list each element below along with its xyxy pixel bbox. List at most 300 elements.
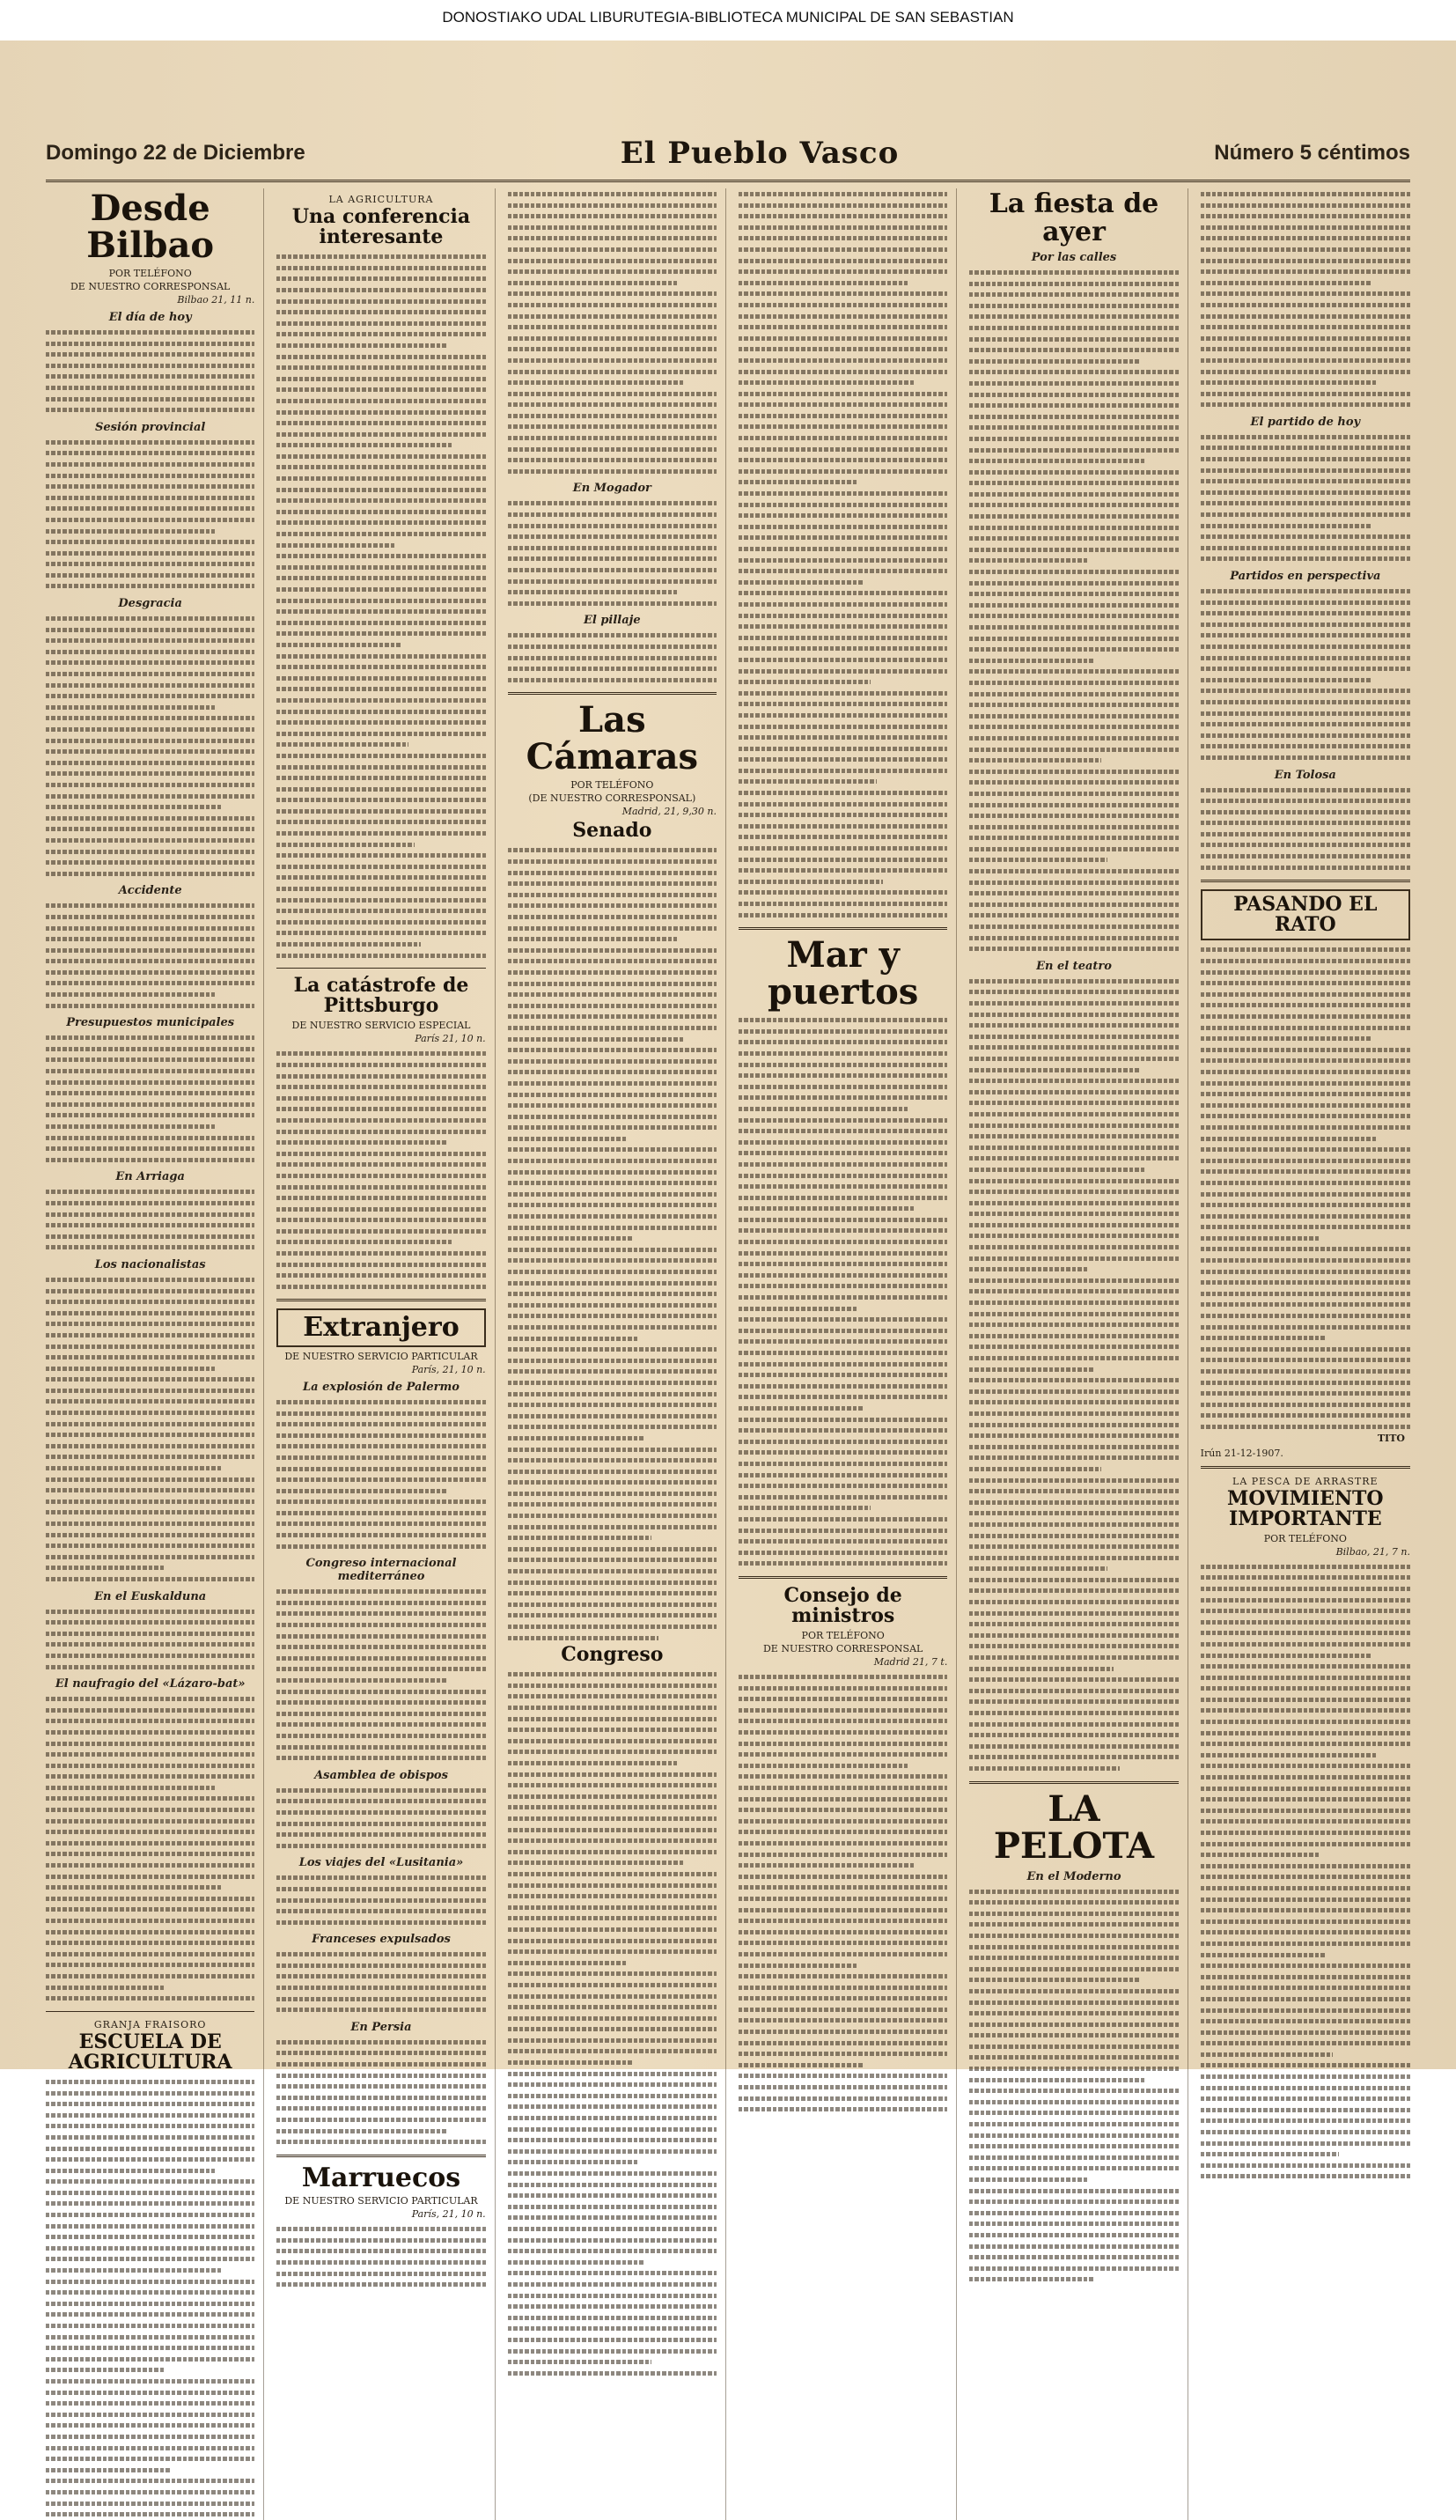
text-line — [508, 2146, 717, 2157]
text-line — [1201, 851, 1410, 862]
text-line — [969, 1330, 1178, 1342]
headline-conferencia: Una conferencia interesante — [291, 205, 471, 249]
text-line — [1201, 1055, 1410, 1066]
text-line — [46, 2221, 254, 2232]
text-line — [969, 522, 1178, 534]
text-line — [1201, 1661, 1410, 1672]
text-line — [739, 1070, 947, 1081]
text-line — [969, 600, 1178, 611]
text-line — [46, 1893, 254, 1905]
text-line — [46, 1441, 254, 1452]
text-line — [46, 514, 254, 526]
text-line — [46, 2231, 254, 2243]
divider — [739, 927, 947, 930]
text-line — [1201, 1883, 1410, 1894]
text-line — [739, 754, 947, 765]
text-line — [739, 1971, 947, 1982]
text-line — [969, 810, 1178, 822]
text-line — [1201, 1627, 1410, 1639]
text-line — [46, 1363, 215, 1374]
text-line — [276, 2047, 485, 2059]
byline: POR TELÉFONO — [1263, 1532, 1347, 1544]
text-line — [1201, 795, 1410, 807]
text-line — [1201, 2115, 1410, 2126]
text-line — [276, 1818, 485, 1830]
text-line — [1201, 377, 1377, 388]
text-line — [1201, 829, 1410, 840]
text-line — [739, 809, 947, 821]
text-line — [969, 1175, 1178, 1187]
byline: DE NUESTRO CORRESPONSAL — [70, 281, 231, 292]
text-line — [739, 188, 947, 200]
text-line — [1201, 1849, 1320, 1861]
text-line — [46, 1231, 254, 1242]
text-line — [739, 599, 947, 610]
signature: TITO — [1377, 1432, 1405, 1444]
text-line — [276, 1641, 485, 1653]
text-line — [969, 1075, 1178, 1087]
dateline: París 21, 10 n. — [415, 1033, 486, 1045]
text-line — [739, 1536, 947, 1547]
section-head: En el teatro — [1036, 959, 1112, 973]
text-line — [46, 657, 254, 668]
text-line — [1201, 1155, 1410, 1167]
text-line — [46, 447, 254, 459]
dateline: París, 21, 10 n. — [411, 1363, 486, 1375]
text-line — [739, 610, 947, 622]
text-line — [46, 2098, 254, 2110]
text-line — [739, 1960, 857, 1971]
text-line — [508, 1133, 627, 1145]
text-line — [508, 1333, 640, 1345]
text-line — [46, 1000, 254, 1012]
text-line — [508, 255, 717, 267]
text-line — [508, 2035, 717, 2046]
text-line — [46, 1451, 254, 1463]
article-body — [276, 1586, 485, 1764]
text-line — [969, 1585, 1178, 1596]
text-line — [1201, 2059, 1410, 2071]
text-line — [46, 580, 254, 592]
text-line — [508, 1399, 717, 1411]
text-line — [969, 1552, 1178, 1564]
text-line — [276, 540, 395, 551]
text-line — [46, 757, 254, 769]
text-line — [739, 2059, 864, 2071]
column-3 — [508, 188, 726, 2520]
text-line — [1201, 1011, 1410, 1022]
text-line — [276, 872, 485, 883]
text-line — [739, 577, 864, 588]
text-line — [969, 2263, 1178, 2274]
text-line — [276, 584, 485, 595]
text-line — [739, 1547, 947, 1558]
text-line — [969, 1663, 1114, 1675]
text-line — [969, 1197, 1178, 1209]
text-line — [969, 888, 1178, 899]
text-line — [969, 2107, 1178, 2118]
text-line — [739, 1893, 947, 1905]
text-line — [1201, 718, 1410, 730]
text-line — [1201, 839, 1410, 851]
text-line — [739, 200, 947, 211]
text-line — [1201, 321, 1410, 333]
text-line — [1201, 1772, 1410, 1783]
text-line — [969, 1707, 1178, 1719]
article-body — [276, 1396, 485, 1551]
text-line — [1201, 1221, 1410, 1233]
text-line — [739, 555, 947, 566]
text-line — [1201, 1421, 1410, 1433]
text-line — [46, 2209, 254, 2221]
text-line — [508, 399, 717, 410]
text-line — [1201, 1088, 1410, 1100]
text-line — [508, 200, 717, 211]
text-line — [508, 2101, 717, 2112]
byline: DE NUESTRO SERVICIO PARTICULAR — [284, 2195, 478, 2207]
text-line — [508, 2212, 717, 2223]
dateline: Bilbao 21, 11 n. — [177, 294, 255, 306]
text-line — [739, 1525, 947, 1536]
text-line — [739, 288, 947, 299]
text-line — [1201, 2037, 1410, 2049]
text-line — [1201, 999, 1410, 1011]
text-line — [508, 2190, 717, 2201]
text-line — [276, 1103, 485, 1115]
text-line — [276, 939, 421, 950]
text-line — [508, 2201, 717, 2213]
article-body — [508, 1669, 717, 2378]
text-line — [508, 1155, 717, 1167]
text-line — [1201, 1916, 1410, 1927]
article-body — [276, 251, 485, 961]
section-head: Sesión provincial — [94, 420, 206, 434]
text-line — [739, 1292, 947, 1303]
text-line — [1201, 1971, 1410, 1983]
text-line — [276, 1597, 485, 1609]
text-line — [739, 643, 947, 654]
text-line — [46, 2276, 254, 2288]
text-line — [276, 1872, 485, 1883]
text-line — [276, 1081, 485, 1093]
text-line — [1201, 1595, 1410, 1606]
text-line — [276, 1226, 485, 1237]
text-line — [508, 2267, 717, 2279]
section-head: En Arriaga — [115, 1170, 185, 1184]
text-line — [969, 2096, 1178, 2108]
text-line — [508, 1813, 717, 1824]
text-line — [739, 2082, 947, 2093]
text-line — [1201, 222, 1410, 233]
text-line — [508, 1824, 717, 1836]
text-line — [508, 1444, 717, 1455]
article-body — [46, 900, 254, 1011]
text-line — [46, 1993, 254, 2004]
text-line — [46, 735, 254, 747]
text-line — [739, 1480, 947, 1492]
text-line — [739, 1381, 947, 1392]
text-line — [276, 1507, 485, 1519]
text-line — [1201, 1650, 1371, 1662]
text-line — [1201, 1716, 1410, 1728]
text-line — [1201, 1310, 1410, 1322]
text-line — [46, 2398, 254, 2409]
divider — [739, 1576, 947, 1579]
text-line — [46, 1882, 221, 1893]
text-line — [276, 528, 485, 540]
section-head: En el Moderno — [1026, 1869, 1121, 1883]
text-line — [276, 1653, 485, 1664]
text-line — [739, 1693, 947, 1705]
text-line — [508, 1144, 717, 1155]
text-line — [1201, 1344, 1410, 1355]
text-line — [508, 2312, 717, 2324]
text-line — [46, 1848, 254, 1860]
text-line — [508, 553, 717, 564]
text-line — [276, 806, 485, 817]
text-line — [508, 1890, 717, 1902]
text-line — [46, 2143, 254, 2155]
text-line — [969, 1319, 1178, 1330]
text-line — [46, 2376, 254, 2387]
text-line — [508, 967, 717, 978]
text-line — [1201, 1133, 1377, 1145]
text-line — [739, 676, 871, 688]
text-line — [276, 1829, 485, 1840]
text-line — [969, 1475, 1178, 1486]
section-head: Los nacionalistas — [94, 1257, 206, 1271]
divider — [1201, 1466, 1410, 1469]
text-line — [508, 1902, 717, 1913]
text-line — [508, 299, 717, 311]
text-line — [46, 668, 254, 680]
text-line — [46, 1154, 254, 1166]
text-line — [739, 244, 947, 255]
text-line — [276, 1960, 485, 1971]
text-line — [276, 318, 485, 329]
text-line — [46, 779, 254, 791]
text-line — [46, 1429, 254, 1441]
text-line — [739, 1115, 947, 1126]
text-line — [739, 432, 947, 444]
section-head: Por las calles — [1031, 251, 1117, 264]
text-line — [508, 1421, 717, 1433]
text-line — [508, 497, 717, 509]
text-line — [739, 266, 947, 277]
text-line — [739, 1760, 908, 1772]
text-line — [739, 1081, 947, 1093]
text-line — [508, 586, 677, 598]
text-line — [969, 445, 1178, 456]
text-line — [276, 1192, 485, 1204]
text-line — [969, 1618, 1178, 1630]
section-head: Desgracia — [118, 597, 182, 611]
text-line — [508, 1991, 717, 2002]
article-body — [969, 1886, 1178, 2285]
text-line — [969, 2207, 1178, 2219]
text-line — [46, 1043, 254, 1055]
text-line — [508, 1610, 717, 1621]
text-line — [46, 900, 254, 911]
text-line — [739, 1927, 947, 1938]
text-line — [969, 1530, 1178, 1542]
text-line — [1201, 1366, 1410, 1377]
text-line — [969, 986, 1178, 998]
text-line — [739, 1558, 947, 1569]
text-line — [739, 831, 947, 843]
headline-pittsburgo: La catástrofe de Pittsburgo — [293, 974, 469, 1018]
section-head: El naufragio del «Lázaro-bat» — [55, 1677, 246, 1691]
byline: DE NUESTRO SERVICIO ESPECIAL — [291, 1020, 471, 1032]
text-line — [276, 506, 485, 518]
text-line — [739, 2026, 947, 2037]
text-line — [1201, 1728, 1410, 1739]
text-line — [508, 1056, 717, 1067]
text-line — [46, 548, 254, 559]
text-line — [508, 1433, 646, 1444]
text-line — [46, 338, 254, 350]
text-line — [969, 932, 1178, 944]
text-line — [969, 921, 1178, 932]
text-line — [46, 526, 215, 537]
article-body — [739, 1014, 947, 1569]
text-line — [739, 1359, 947, 1370]
text-line — [508, 2068, 717, 2080]
poem-body — [1201, 944, 1410, 1432]
text-line — [739, 222, 947, 233]
text-line — [46, 1826, 254, 1838]
text-line — [969, 2273, 1094, 2285]
text-line — [276, 661, 485, 673]
text-line — [276, 2126, 445, 2137]
text-line — [739, 311, 947, 322]
text-line — [739, 621, 947, 632]
text-line — [508, 1632, 658, 1644]
text-line — [969, 300, 1178, 312]
text-line — [46, 2265, 221, 2276]
text-line — [969, 1308, 1178, 1320]
section-head: El pillaje — [583, 614, 641, 628]
kicker: LA PESCA DE ARRASTRE — [1232, 1475, 1379, 1487]
text-line — [508, 1411, 717, 1422]
text-line — [1201, 785, 1410, 796]
text-line — [46, 1804, 254, 1816]
divider — [276, 1299, 485, 1301]
text-line — [969, 788, 1178, 799]
text-line — [1201, 1683, 1410, 1694]
text-line — [276, 1586, 485, 1597]
text-line — [276, 1982, 485, 1993]
text-line — [739, 399, 947, 410]
text-line — [508, 2346, 717, 2357]
text-line — [46, 2387, 254, 2398]
text-line — [46, 2198, 254, 2209]
text-line — [969, 976, 1178, 987]
text-line — [46, 846, 254, 858]
text-line — [46, 823, 254, 835]
text-line — [508, 2179, 717, 2191]
text-line — [46, 945, 254, 956]
headline-mar-y-puertos: Mar y puertos — [768, 934, 919, 1013]
text-line — [46, 2132, 254, 2143]
text-line — [1201, 1189, 1410, 1200]
text-line — [508, 1935, 717, 1947]
text-line — [739, 1325, 947, 1337]
text-line — [46, 835, 254, 846]
text-line — [739, 1715, 947, 1727]
text-line — [739, 2070, 947, 2082]
text-line — [508, 1791, 717, 1802]
text-line — [46, 680, 254, 691]
text-line — [1201, 1144, 1410, 1155]
text-line — [46, 1330, 254, 1341]
text-line — [969, 1419, 1178, 1431]
text-line — [1201, 1100, 1410, 1111]
article-body — [969, 267, 1178, 954]
text-line — [739, 1270, 947, 1281]
text-line — [969, 2218, 1178, 2229]
text-line — [739, 2093, 947, 2104]
text-line — [46, 813, 254, 824]
text-line — [46, 404, 254, 416]
text-line — [1201, 2148, 1339, 2160]
text-line — [969, 622, 1178, 633]
text-line — [1201, 200, 1410, 211]
text-line — [969, 766, 1178, 777]
text-line — [1201, 1938, 1410, 1949]
text-line — [46, 1771, 254, 1782]
text-line — [276, 1675, 445, 1686]
text-line — [46, 570, 254, 581]
text-line — [46, 1871, 254, 1883]
text-line — [46, 1927, 254, 1938]
text-line — [969, 1286, 1178, 1297]
text-line — [508, 1177, 717, 1189]
text-line — [739, 421, 947, 432]
article-body — [508, 497, 717, 608]
text-line — [46, 1782, 215, 1794]
text-line — [1201, 1861, 1410, 1872]
headline-congreso: Congreso — [561, 1643, 664, 1667]
headline-consejo-ministros: Consejo de ministros — [783, 1583, 902, 1627]
text-line — [46, 1507, 254, 1518]
text-line — [508, 856, 717, 867]
text-line — [508, 343, 717, 355]
text-line — [969, 610, 1178, 622]
text-line — [969, 1430, 1178, 1441]
text-line — [46, 481, 254, 492]
text-line — [508, 2245, 717, 2257]
text-line — [508, 1802, 717, 1813]
text-line — [1201, 277, 1371, 289]
text-line — [969, 1908, 1178, 1919]
text-line — [46, 791, 254, 802]
text-line — [739, 510, 947, 521]
article-body — [276, 1872, 485, 1927]
text-line — [1201, 210, 1410, 222]
text-line — [46, 1693, 254, 1705]
text-line — [739, 1882, 947, 1893]
text-line — [508, 1757, 677, 1769]
text-line — [969, 2196, 1178, 2207]
text-line — [969, 1930, 1178, 1942]
columns — [46, 188, 1419, 2221]
text-line — [276, 595, 485, 607]
text-line — [508, 1912, 717, 1924]
text-line — [276, 816, 485, 828]
text-line — [739, 1738, 947, 1750]
text-line — [969, 467, 1178, 478]
